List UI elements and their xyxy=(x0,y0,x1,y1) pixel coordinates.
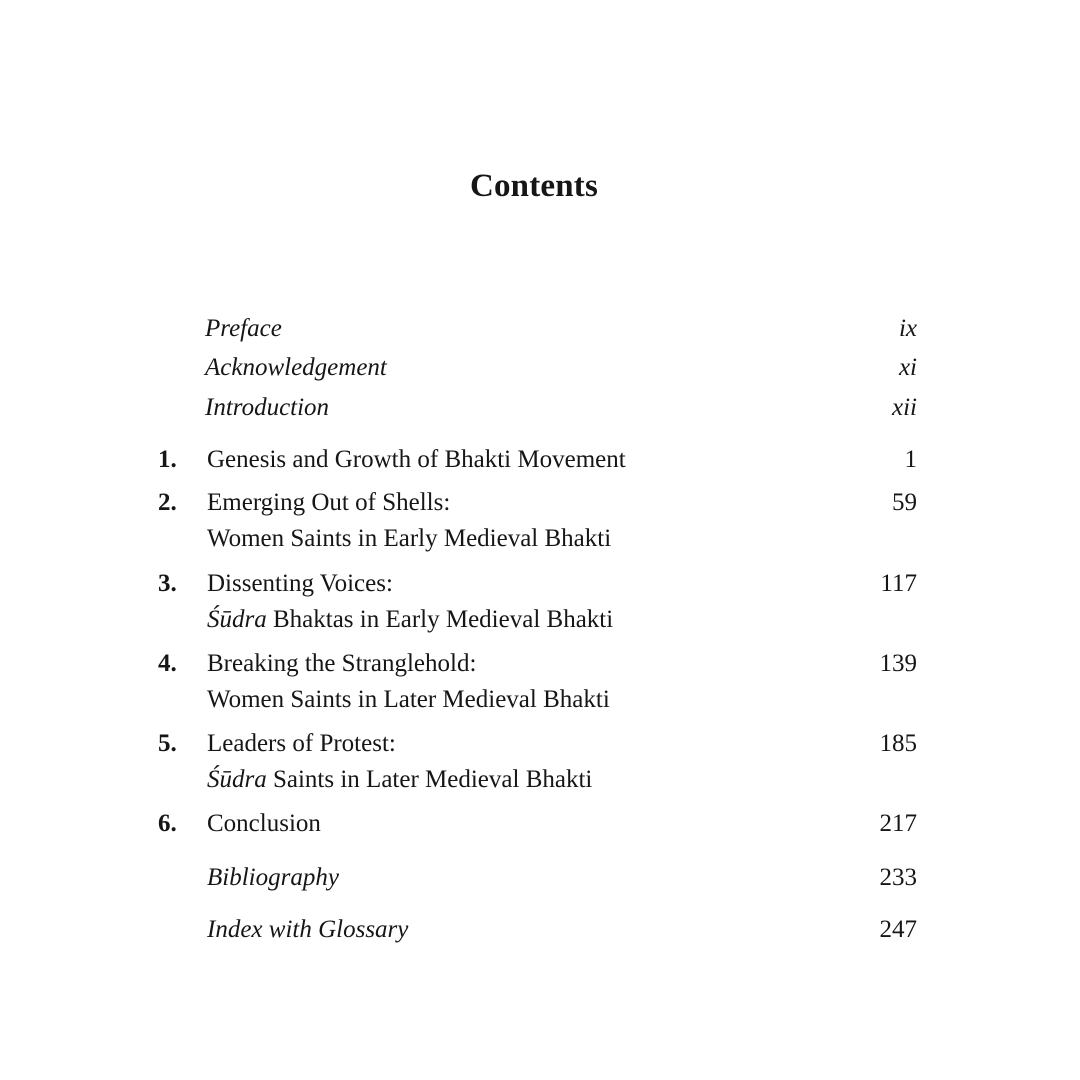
chapter-title-line2-rest: Saints in Later Medieval Bhakti xyxy=(266,766,593,793)
chapter-title-line1: Genesis and Growth of Bhakti Movement xyxy=(207,446,626,473)
chapter-title xyxy=(207,566,613,638)
chapter-title xyxy=(207,806,321,842)
chapter-title-line1: Leaders of Protest: xyxy=(207,730,396,757)
chapter-title-line2: Women Saints in Early Medieval Bhakti xyxy=(207,525,612,552)
toc-entry-page: ix xyxy=(898,315,917,342)
chapter-title xyxy=(207,646,610,718)
chapter-title-line1: Conclusion xyxy=(207,810,321,837)
toc-entry-page: xii xyxy=(892,394,917,421)
toc-entry-label: Acknowledgement xyxy=(205,354,387,381)
toc-entry-page: 233 xyxy=(879,864,917,891)
chapter-number: 4. xyxy=(158,650,177,677)
chapter-title-italic-term: Śūdra xyxy=(207,766,267,793)
toc-entry-page: 247 xyxy=(879,916,917,943)
chapter-title-line2 xyxy=(207,602,613,638)
chapter-title xyxy=(207,485,611,557)
chapter-title-line1: Dissenting Voices: xyxy=(207,570,393,597)
chapter-title-line2: Women Saints in Later Medieval Bhakti xyxy=(207,686,610,713)
toc-entry-label: Introduction xyxy=(205,394,330,421)
chapter-title-line1: Breaking the Stranglehold: xyxy=(207,650,477,677)
page-title: Contents xyxy=(469,168,599,204)
chapter-page: 59 xyxy=(892,489,917,516)
chapter-title-line2 xyxy=(207,762,592,798)
toc-entry-label: Preface xyxy=(205,315,282,342)
chapter-title-italic-term: Śūdra xyxy=(207,606,267,633)
chapter-title-line2-rest: Bhaktas in Early Medieval Bhakti xyxy=(266,606,614,633)
chapter-number: 5. xyxy=(158,730,177,757)
chapter-number: 3. xyxy=(158,570,177,597)
chapter-page: 139 xyxy=(879,650,917,677)
toc-entry-page: xi xyxy=(898,354,917,381)
chapter-page: 185 xyxy=(879,730,917,757)
toc-entry-label: Index with Glossary xyxy=(207,916,409,943)
chapter-page: 117 xyxy=(880,570,917,597)
chapter-title xyxy=(207,726,592,798)
toc-entry-label: Bibliography xyxy=(207,864,339,891)
chapter-number: 1. xyxy=(158,446,177,473)
chapter-number: 2. xyxy=(158,489,177,516)
chapter-number: 6. xyxy=(158,810,177,837)
chapter-page: 1 xyxy=(904,446,917,473)
chapter-title-line1: Emerging Out of Shells: xyxy=(207,489,451,516)
chapter-page: 217 xyxy=(879,810,917,837)
chapter-title xyxy=(207,442,626,478)
